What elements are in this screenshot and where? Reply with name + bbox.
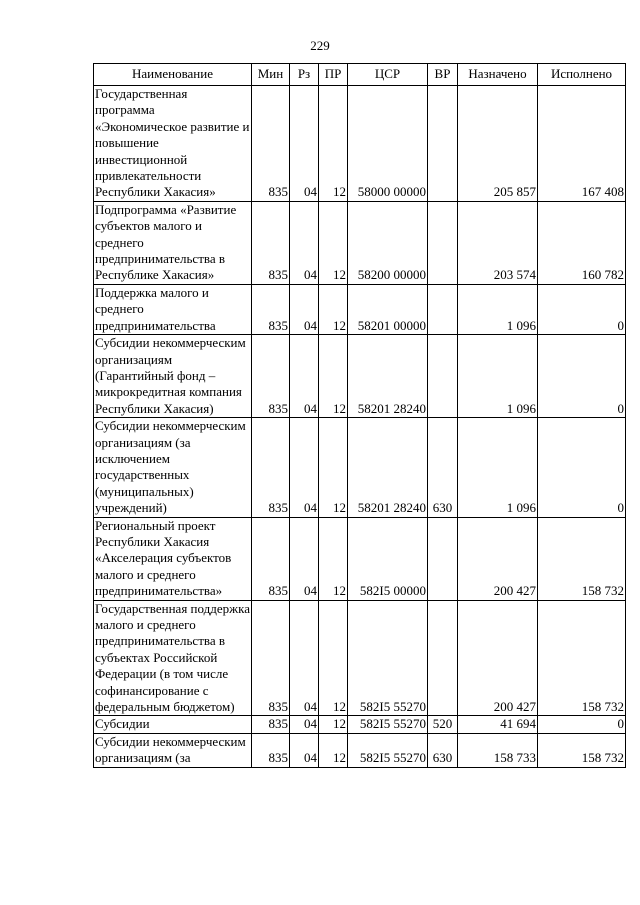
header-rz: Рз xyxy=(290,64,319,86)
row-rz: 04 xyxy=(290,517,319,600)
header-pr: ПР xyxy=(319,64,348,86)
header-executed: Исполнено xyxy=(538,64,626,86)
table-row xyxy=(94,716,626,733)
row-vr xyxy=(428,201,458,284)
header-name: Наименование xyxy=(94,64,252,86)
row-vr: 630 xyxy=(428,733,458,767)
row-executed: 0 xyxy=(538,418,626,517)
row-vr xyxy=(428,600,458,716)
table-row xyxy=(94,733,626,767)
row-csr: 58200 00000 xyxy=(348,201,428,284)
row-assigned: 1 096 xyxy=(458,284,538,334)
row-min: 835 xyxy=(252,733,290,767)
row-rz: 04 xyxy=(290,201,319,284)
row-assigned: 1 096 xyxy=(458,418,538,517)
row-min: 835 xyxy=(252,716,290,733)
row-name: Поддержка малого и среднего предпринимательства xyxy=(94,284,252,334)
row-rz: 04 xyxy=(290,86,319,202)
table-row xyxy=(94,201,626,284)
row-csr: 58201 00000 xyxy=(348,284,428,334)
row-vr xyxy=(428,86,458,202)
row-assigned: 203 574 xyxy=(458,201,538,284)
row-name: Субсидии некоммерческим организациям (за xyxy=(94,733,252,767)
row-name: Подпрограмма «Развитие субъектов малого и среднего предпринимательства в Республике Хакасия» xyxy=(94,201,252,284)
row-assigned: 200 427 xyxy=(458,600,538,716)
row-name: Субсидии некоммерческим организациям (Гарантийный фонд – микрокредитная компания Республики Хакасия) xyxy=(94,335,252,418)
row-executed: 158 732 xyxy=(538,517,626,600)
row-name: Государственная программа «Экономическое развитие и повышение инвестиционной привлекательности Республики Хакасия» xyxy=(94,86,252,202)
row-executed: 0 xyxy=(538,335,626,418)
row-csr: 582I5 55270 xyxy=(348,600,428,716)
table-row xyxy=(94,284,626,334)
row-assigned: 200 427 xyxy=(458,517,538,600)
header-min: Мин xyxy=(252,64,290,86)
header-vr: ВР xyxy=(428,64,458,86)
row-csr: 582I5 55270 xyxy=(348,733,428,767)
row-rz: 04 xyxy=(290,600,319,716)
row-executed: 0 xyxy=(538,284,626,334)
row-name: Субсидии xyxy=(94,716,252,733)
row-min: 835 xyxy=(252,600,290,716)
row-min: 835 xyxy=(252,201,290,284)
row-assigned: 41 694 xyxy=(458,716,538,733)
row-vr: 630 xyxy=(428,418,458,517)
row-vr: 520 xyxy=(428,716,458,733)
row-csr: 582I5 55270 xyxy=(348,716,428,733)
row-executed: 158 732 xyxy=(538,733,626,767)
row-min: 835 xyxy=(252,517,290,600)
row-min: 835 xyxy=(252,284,290,334)
row-pr: 12 xyxy=(319,201,348,284)
table-header-row xyxy=(94,64,626,86)
table-row xyxy=(94,418,626,517)
row-pr: 12 xyxy=(319,335,348,418)
row-pr: 12 xyxy=(319,517,348,600)
row-assigned: 158 733 xyxy=(458,733,538,767)
row-pr: 12 xyxy=(319,716,348,733)
page-number: 229 xyxy=(310,38,330,53)
row-name: Региональный проект Республики Хакасия «Акселерация субъектов малого и среднего предпринимательства» xyxy=(94,517,252,600)
row-csr: 58201 28240 xyxy=(348,418,428,517)
table-row xyxy=(94,600,626,716)
header-csr: ЦСР xyxy=(348,64,428,86)
row-pr: 12 xyxy=(319,284,348,334)
header-assigned: Назначено xyxy=(458,64,538,86)
row-rz: 04 xyxy=(290,716,319,733)
row-name: Государственная поддержка малого и среднего предпринимательства в субъектах Российской Федерации (в том числе софинансирование с федеральным бюджетом) xyxy=(95,600,251,715)
table-row xyxy=(94,86,626,202)
row-rz: 04 xyxy=(290,418,319,517)
table-row xyxy=(94,517,626,600)
row-assigned: 1 096 xyxy=(458,335,538,418)
row-name: Субсидии некоммерческим организациям (за исключением государственных (муниципальных) учреждений) xyxy=(94,418,252,517)
row-rz: 04 xyxy=(290,335,319,418)
row-vr xyxy=(428,517,458,600)
row-rz: 04 xyxy=(290,733,319,767)
row-rz: 04 xyxy=(290,284,319,334)
row-csr: 58000 00000 xyxy=(348,86,428,202)
row-pr: 12 xyxy=(319,86,348,202)
row-vr xyxy=(428,335,458,418)
budget-table xyxy=(93,63,626,768)
table-row xyxy=(94,335,626,418)
row-min: 835 xyxy=(252,86,290,202)
row-executed: 160 782 xyxy=(538,201,626,284)
row-pr: 12 xyxy=(319,418,348,517)
row-pr: 12 xyxy=(319,733,348,767)
row-pr: 12 xyxy=(319,600,348,716)
row-vr xyxy=(428,284,458,334)
row-min: 835 xyxy=(252,418,290,517)
row-assigned: 205 857 xyxy=(458,86,538,202)
row-executed: 0 xyxy=(538,716,626,733)
row-csr: 58201 28240 xyxy=(348,335,428,418)
row-executed: 158 732 xyxy=(538,600,626,716)
row-min: 835 xyxy=(252,335,290,418)
row-csr: 582I5 00000 xyxy=(348,517,428,600)
row-executed: 167 408 xyxy=(538,86,626,202)
